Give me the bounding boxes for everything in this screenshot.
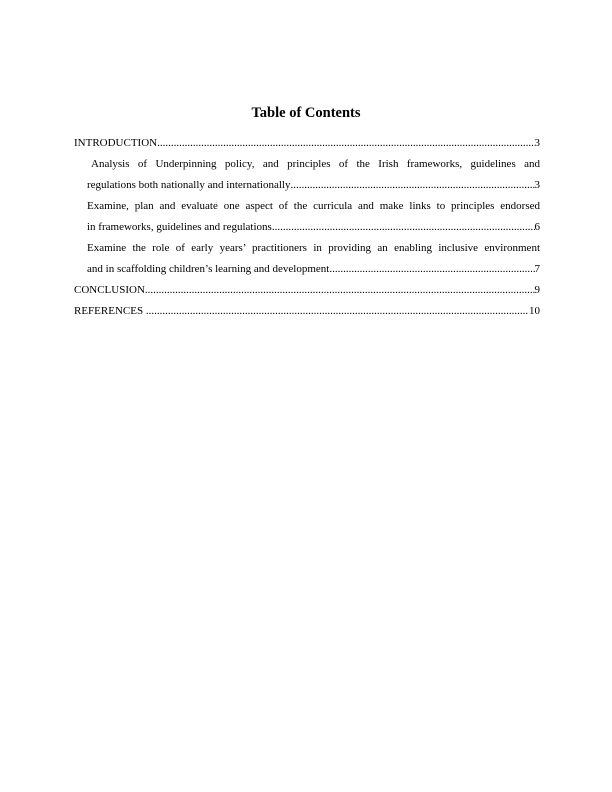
toc-entry-examine-plan-evaluate[interactable] bbox=[74, 196, 540, 238]
toc-entry-text-line1: Examine, plan and evaluate one aspect of the curricula and make links to principles endorsed bbox=[87, 200, 540, 212]
toc-entry-text: CONCLUSION bbox=[74, 284, 145, 296]
toc-page-number: 6 bbox=[534, 221, 540, 233]
toc-entry-analysis-of-underpinning-policy[interactable] bbox=[74, 154, 540, 196]
toc-page-number: 3 bbox=[534, 179, 540, 191]
toc-entry-conclusion[interactable] bbox=[74, 280, 540, 301]
toc-entry-references[interactable] bbox=[74, 301, 540, 322]
dot-leader bbox=[146, 301, 529, 322]
dot-leader bbox=[272, 217, 535, 238]
toc-page-number: 10 bbox=[529, 305, 540, 317]
toc-entry-introduction[interactable] bbox=[74, 133, 540, 154]
toc-page-number: 7 bbox=[534, 263, 540, 275]
toc-page-number: 9 bbox=[534, 284, 540, 296]
toc-entry-role-of-practitioners[interactable] bbox=[74, 238, 540, 280]
toc-entry-text-line1: Examine the role of early years’ practitioners in providing an enabling inclusive environment bbox=[87, 242, 540, 254]
toc-entry-text-line1: Analysis of Underpinning policy, and principles of the Irish frameworks, guidelines and bbox=[91, 158, 540, 170]
toc-entry-text: REFERENCES bbox=[74, 305, 146, 317]
dot-leader bbox=[157, 133, 534, 154]
toc-title: Table of Contents bbox=[251, 105, 361, 121]
dot-leader bbox=[329, 259, 534, 280]
table-of-contents bbox=[74, 133, 540, 322]
toc-page-number: 3 bbox=[534, 137, 540, 149]
toc-entry-text: INTRODUCTION bbox=[74, 137, 158, 149]
toc-entry-text-line2: in frameworks, guidelines and regulations bbox=[87, 221, 272, 233]
dot-leader bbox=[290, 175, 534, 196]
toc-entry-text-line2: regulations both nationally and internationally bbox=[87, 179, 291, 191]
toc-entry-text-line2: and in scaffolding children’s learning and development bbox=[87, 263, 330, 275]
dot-leader bbox=[145, 280, 535, 301]
